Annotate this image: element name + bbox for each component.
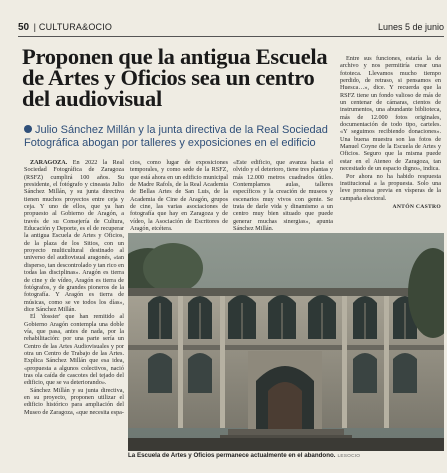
column-2: [130, 159, 228, 232]
article-photo: [128, 233, 444, 451]
article-subhead: [24, 124, 340, 149]
column-1-paragraph-3: Sánchez Millán y su junta directiva, en su proyecto, proponen utilizar el edificio histórico para ampliación del Museo de Zaragoza, «que necesita espa-: [24, 386, 124, 416]
column-4-paragraph-2: Por ahora no ha habido respuesta institucional a la propuesta. Solo una leve promesa previa en vísperas de la campaña electoral.: [340, 172, 441, 202]
building-facade-image: [128, 233, 444, 451]
issue-date: Lunes 5 de junio: [377, 22, 444, 32]
header-rule: [18, 36, 444, 37]
photo-credit: LESOCIO: [337, 454, 361, 459]
bullet-icon: [24, 125, 32, 133]
author-byline: ANTÓN CASTRO: [392, 203, 441, 210]
subhead-text: Julio Sánchez Millán y la junta directiva de la Real Sociedad Fotográfica abogan por talleres y exposiciones en el edificio: [24, 124, 328, 149]
column-1-paragraph-1: En 2022 la Real Sociedad Fotográfica de Zaragoza (RSFZ) cumplirá 100 años. Su presidente, el fotógrafo y cineasta Julio Sánchez Millán, y su junta directiva tienen muchos proyectos entre ceja y ceja. Y uno de ellos, que ya han propuesto al Gobierno de Aragón, a través de su Consejería de Cultura, Educación y Deporte, es el de recuperar la antigua Escuela de Artes y Oficios, de la plaza de los Sitios, con un proyecto multicultural destinado al universo del audiovisual aragonés, «tan disperso, tan descontrolado y tan rico en todas las disciplinas». Aragón es tierra de cine y de vídeo, Aragón es tierra de fotógrafos, y de grandes pioneros de la fotografía. Y Aragón es tierra de músicas, como se ve todos los días», dice Sánchez Millán.: [24, 159, 124, 313]
caption-text: La Escuela de Artes y Oficios permanece actualmente en el abandono.: [128, 452, 336, 459]
column-4: [340, 55, 441, 211]
section-label: CULTURA&OCIO: [38, 22, 113, 32]
section-name: | CULTURA&OCIO: [33, 22, 113, 32]
article-headline: Proponen que la antigua Escuela de Artes y Oficios sea un centro del audiovisual: [22, 44, 328, 111]
page-number: 50: [18, 22, 30, 33]
photo-caption: [128, 452, 444, 461]
column-1: [24, 159, 124, 416]
column-4-paragraph-1: Entre sus funciones, estaría la de archivo y nos permitiría crear una fototeca. Llevamos mucho tiempo perdido, de retraso, si pensamos en Huesca…», dice. Y recuerda que la RSFZ tiene un fondo valioso de más de un centenar de cámaras, cientos de instrumentos, una abundante biblioteca, más de 12.000 fotos originales, documentación de todo tipo, carteles. «Y seguimos recibiendo donaciones». Una buena muestra son las fotos de Manuel Coyne de la Escuela de Artes y Oficios. Seguro que la misma puede estar en el Ateneo de Zaragoza, tan necesitado de un espacio digno», indica.: [340, 55, 441, 173]
column-3-paragraph-1: «Este edificio, que avanza hacia el olvido y el deterioro, tiene tres plantas y más 12.000 metros cuadrados útiles. Contemplamos aulas, talleres específicos y la creación de museos y escenarios muy vivos con gente. Se trata de darle vida y dinamismo a un centro muy bien situado que puede generar muchas sinergias», apunta Sánchez Millán.: [233, 159, 333, 233]
column-2-paragraph-1: cios, como lugar de exposiciones temporales, y como sede de la RSFZ, que está ahora en un edificio municipal de Madre Rafols, de la Real Academia de Bellas Artes de San Luis, de la Academia de Cine de Aragón, grupos de cine, las varias asociaciones de fotografía que hay en Zaragoza y de vídeo, la Asociación de Escritores de Aragón, etcétera.: [130, 159, 228, 233]
page-header: [18, 20, 444, 34]
dateline: ZARAGOZA.: [30, 159, 68, 166]
column-3: [233, 159, 333, 232]
column-1-paragraph-2: El 'dossier' que han remitido al Gobierno Aragón contempla una doble vía, que pasa, antes de nada, por la rehabilitación: por una parte sería un Centro de las Artes Audiovisuales y por otra un Centro de Trabajo de las Artes. Explica Sánchez Millán que esa idea, «propuesta a algunos colectivos, nació tras ola caída de cascotes del tejado del edificio, que se va deteriorando».: [24, 313, 124, 387]
